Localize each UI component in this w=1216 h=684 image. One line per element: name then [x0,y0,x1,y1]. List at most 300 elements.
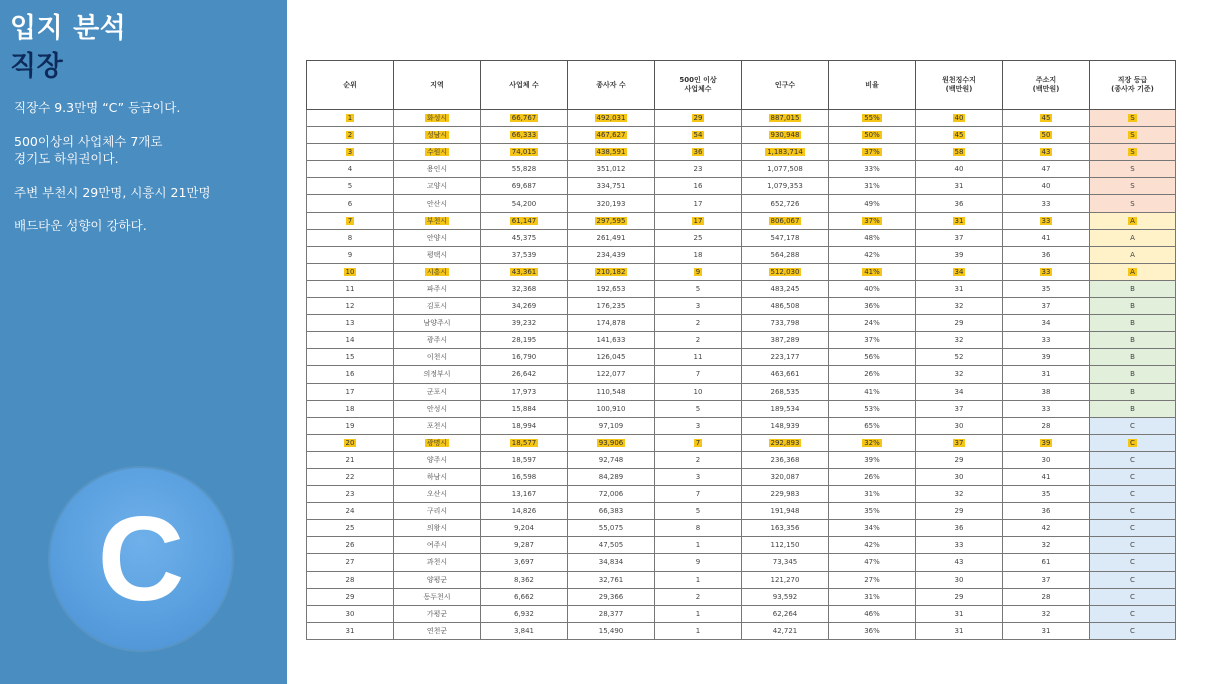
cell-businesses [481,434,568,451]
cell-residence: 30 [1003,451,1090,468]
table-row [307,503,1176,520]
cell-rank [307,127,394,144]
highlighted-value: 45 [1041,114,1051,123]
highlighted-value: 17 [693,216,703,225]
note-bedtown: 배드타운 성향이 강하다. [14,218,147,233]
highlighted-value: 210,182 [596,267,626,276]
cell-businesses [481,212,568,229]
cell-residence: 31 [1003,622,1090,639]
highlighted-value: 54 [693,131,703,140]
cell-large-businesses: 3 [655,298,742,315]
highlighted-value: 1 [347,114,353,123]
cell-ratio: 36% [829,622,916,639]
cell-workers: 176,235 [568,298,655,315]
highlighted-value: 2 [347,131,353,140]
table-row [307,280,1176,297]
col-header-ratio: 비율 [829,61,916,110]
cell-rank [307,144,394,161]
cell-region: 이천시 [394,349,481,366]
cell-rank: 23 [307,486,394,503]
col-header-large-businesses: 500인 이상 사업체수 [655,61,742,110]
cell-residence: 41 [1003,468,1090,485]
table-row [307,229,1176,246]
table-row [307,178,1176,195]
highlighted-value: 58 [954,148,964,157]
cell-large-businesses: 2 [655,451,742,468]
highlighted-value: 31 [954,216,964,225]
cell-residence: 39 [1003,349,1090,366]
cell-grade: B [1090,332,1176,349]
table-row [307,127,1176,144]
cell-rank: 17 [307,383,394,400]
cell-ratio: 31% [829,588,916,605]
cell-grade: B [1090,400,1176,417]
cell-region [394,434,481,451]
cell-region: 가평군 [394,605,481,622]
cell-businesses: 8,362 [481,571,568,588]
cell-ratio: 47% [829,554,916,571]
cell-residence: 28 [1003,417,1090,434]
cell-withholding: 37 [916,229,1003,246]
cell-workers: 334,751 [568,178,655,195]
col-header-population: 인구수 [742,61,829,110]
cell-ratio: 33% [829,161,916,178]
cell-population [742,263,829,280]
cell-rank: 25 [307,520,394,537]
table-body [307,110,1176,640]
cell-region: 안양시 [394,229,481,246]
cell-rank [307,212,394,229]
cell-businesses: 18,597 [481,451,568,468]
highlighted-value: 광명시 [426,438,448,447]
cell-withholding [916,263,1003,280]
highlighted-value: 45 [954,131,964,140]
cell-businesses: 9,204 [481,520,568,537]
table-row [307,486,1176,503]
cell-withholding: 52 [916,349,1003,366]
cell-large-businesses: 7 [655,486,742,503]
table-row [307,383,1176,400]
cell-residence [1003,212,1090,229]
highlighted-value: 297,595 [596,216,626,225]
cell-grade: C [1090,554,1176,571]
cell-workers [568,434,655,451]
cell-ratio [829,212,916,229]
cell-large-businesses: 7 [655,366,742,383]
table-header-row [307,61,1176,110]
cell-large-businesses: 11 [655,349,742,366]
cell-ratio [829,434,916,451]
cell-rank: 12 [307,298,394,315]
highlighted-value: 9 [695,267,701,276]
cell-withholding: 39 [916,246,1003,263]
cell-workers: 122,077 [568,366,655,383]
cell-workers: 47,505 [568,537,655,554]
cell-population: 42,721 [742,622,829,639]
cell-workers: 29,366 [568,588,655,605]
highlighted-value: 61,147 [511,216,537,225]
cell-rank [307,110,394,127]
cell-businesses: 6,932 [481,605,568,622]
highlighted-value: 43,361 [511,267,537,276]
cell-ratio: 56% [829,349,916,366]
cell-businesses: 15,884 [481,400,568,417]
cell-population: 1,077,508 [742,161,829,178]
cell-grade: C [1090,486,1176,503]
cell-ratio: 46% [829,605,916,622]
cell-region: 의정부시 [394,366,481,383]
table-row [307,554,1176,571]
cell-ratio: 49% [829,195,916,212]
cell-grade: B [1090,349,1176,366]
cell-withholding: 30 [916,417,1003,434]
table-row [307,366,1176,383]
cell-grade [1090,127,1176,144]
cell-population [742,144,829,161]
cell-withholding [916,212,1003,229]
cell-rank [307,434,394,451]
cell-grade: C [1090,468,1176,485]
cell-large-businesses: 18 [655,246,742,263]
cell-residence: 33 [1003,332,1090,349]
cell-region: 군포시 [394,383,481,400]
cell-large-businesses: 17 [655,195,742,212]
cell-businesses: 16,598 [481,468,568,485]
cell-businesses: 6,662 [481,588,568,605]
cell-businesses: 45,375 [481,229,568,246]
highlighted-value: 10 [345,267,355,276]
cell-ratio: 53% [829,400,916,417]
cell-residence [1003,434,1090,451]
cell-population: 486,508 [742,298,829,315]
cell-residence: 40 [1003,178,1090,195]
cell-grade: S [1090,178,1176,195]
table-row [307,195,1176,212]
cell-grade: A [1090,229,1176,246]
highlighted-value: S [1130,114,1135,123]
table-row [307,571,1176,588]
highlighted-value: 7 [347,216,353,225]
cell-grade [1090,110,1176,127]
cell-residence: 33 [1003,400,1090,417]
table-row [307,434,1176,451]
cell-withholding [916,434,1003,451]
cell-region: 광주시 [394,332,481,349]
cell-population: 236,368 [742,451,829,468]
cell-withholding: 30 [916,571,1003,588]
cell-businesses: 37,539 [481,246,568,263]
table-row [307,349,1176,366]
cell-grade: C [1090,417,1176,434]
cell-rank: 19 [307,417,394,434]
cell-rank: 8 [307,229,394,246]
cell-ratio: 42% [829,537,916,554]
ranking-table [306,60,1176,640]
cell-workers: 55,075 [568,520,655,537]
cell-businesses [481,263,568,280]
cell-workers: 351,012 [568,161,655,178]
cell-workers [568,110,655,127]
cell-large-businesses: 2 [655,332,742,349]
highlighted-value: 41% [864,267,880,276]
highlighted-value: 93,906 [598,438,624,447]
cell-region: 양주시 [394,451,481,468]
cell-businesses [481,144,568,161]
col-header-rank: 순위 [307,61,394,110]
cell-grade: C [1090,520,1176,537]
cell-businesses: 9,287 [481,537,568,554]
highlighted-value: 50 [1041,131,1051,140]
cell-large-businesses: 3 [655,417,742,434]
cell-businesses: 3,841 [481,622,568,639]
cell-withholding: 31 [916,605,1003,622]
table-row [307,520,1176,537]
cell-population [742,434,829,451]
cell-workers: 261,491 [568,229,655,246]
cell-large-businesses [655,110,742,127]
highlighted-value: 18,577 [511,438,537,447]
cell-residence: 36 [1003,503,1090,520]
cell-ratio: 31% [829,486,916,503]
cell-rank: 14 [307,332,394,349]
cell-region: 하남시 [394,468,481,485]
cell-workers [568,144,655,161]
highlighted-value: A [1130,216,1135,225]
cell-region: 동두천시 [394,588,481,605]
cell-region [394,212,481,229]
cell-workers: 34,834 [568,554,655,571]
cell-population: 387,289 [742,332,829,349]
cell-rank: 27 [307,554,394,571]
cell-ratio: 39% [829,451,916,468]
cell-residence [1003,263,1090,280]
cell-ratio [829,110,916,127]
highlighted-value: 성남시 [426,131,448,140]
cell-businesses: 34,269 [481,298,568,315]
cell-residence: 41 [1003,229,1090,246]
cell-withholding: 30 [916,468,1003,485]
highlighted-value: 37% [864,216,880,225]
cell-rank: 16 [307,366,394,383]
cell-rank: 13 [307,315,394,332]
cell-rank: 15 [307,349,394,366]
cell-population: 564,288 [742,246,829,263]
cell-population: 73,345 [742,554,829,571]
cell-businesses: 18,994 [481,417,568,434]
highlighted-value: 20 [345,438,355,447]
cell-residence [1003,127,1090,144]
cell-grade: C [1090,605,1176,622]
cell-grade: C [1090,451,1176,468]
cell-grade: C [1090,503,1176,520]
cell-large-businesses: 5 [655,400,742,417]
cell-residence: 28 [1003,588,1090,605]
cell-region: 평택시 [394,246,481,263]
cell-businesses: 55,828 [481,161,568,178]
cell-population: 62,264 [742,605,829,622]
table-row [307,315,1176,332]
col-header-workers: 종사자 수 [568,61,655,110]
grade-badge-letter: C [97,492,185,626]
cell-region: 파주시 [394,280,481,297]
highlighted-value: 7 [695,438,701,447]
cell-region [394,127,481,144]
cell-region [394,110,481,127]
cell-region: 의왕시 [394,520,481,537]
cell-population [742,127,829,144]
cell-region: 안성시 [394,400,481,417]
cell-grade: C [1090,537,1176,554]
cell-ratio: 24% [829,315,916,332]
cell-population: 463,661 [742,366,829,383]
cell-region: 과천시 [394,554,481,571]
cell-large-businesses: 23 [655,161,742,178]
cell-rank: 29 [307,588,394,605]
highlighted-value: 806,067 [770,216,800,225]
table-row [307,588,1176,605]
cell-population [742,212,829,229]
cell-residence: 34 [1003,315,1090,332]
cell-large-businesses: 8 [655,520,742,537]
cell-ratio: 34% [829,520,916,537]
cell-withholding: 37 [916,400,1003,417]
highlighted-value: 66,767 [511,114,537,123]
cell-ratio: 26% [829,468,916,485]
cell-withholding: 31 [916,178,1003,195]
cell-grade: B [1090,366,1176,383]
cell-rank: 31 [307,622,394,639]
cell-rank: 28 [307,571,394,588]
cell-workers: 66,383 [568,503,655,520]
cell-grade: B [1090,315,1176,332]
grade-badge [50,468,232,650]
table-row [307,468,1176,485]
cell-withholding: 36 [916,520,1003,537]
cell-withholding: 29 [916,588,1003,605]
cell-grade: S [1090,195,1176,212]
cell-ratio: 26% [829,366,916,383]
highlighted-value: 930,948 [770,131,800,140]
highlighted-value: 512,030 [770,267,800,276]
cell-large-businesses [655,144,742,161]
cell-population: 320,087 [742,468,829,485]
cell-businesses: 26,642 [481,366,568,383]
cell-large-businesses: 5 [655,280,742,297]
cell-workers: 100,910 [568,400,655,417]
cell-residence: 35 [1003,280,1090,297]
highlighted-value: 수원시 [426,148,448,157]
col-header-grade: 직장 등급 (종사자 기준) [1090,61,1176,110]
cell-population: 163,356 [742,520,829,537]
cell-population: 148,939 [742,417,829,434]
highlighted-value: 32% [864,438,880,447]
cell-workers [568,263,655,280]
cell-grade [1090,212,1176,229]
cell-population: 93,592 [742,588,829,605]
cell-residence: 36 [1003,246,1090,263]
cell-region: 남양주시 [394,315,481,332]
cell-large-businesses: 10 [655,383,742,400]
col-header-withholding: 원천징수지 (백만원) [916,61,1003,110]
cell-grade [1090,263,1176,280]
cell-withholding: 31 [916,622,1003,639]
cell-residence: 61 [1003,554,1090,571]
cell-rank: 18 [307,400,394,417]
cell-region [394,144,481,161]
highlighted-value: 33 [1041,216,1051,225]
cell-withholding: 33 [916,537,1003,554]
highlighted-value: 74,015 [511,148,537,157]
cell-large-businesses [655,127,742,144]
highlighted-value: 3 [347,148,353,157]
table-row [307,605,1176,622]
cell-withholding [916,127,1003,144]
cell-workers: 72,006 [568,486,655,503]
highlighted-value: 시흥시 [426,267,448,276]
table-row [307,110,1176,127]
cell-large-businesses: 1 [655,605,742,622]
cell-rank: 26 [307,537,394,554]
cell-grade: A [1090,246,1176,263]
cell-grade [1090,434,1176,451]
cell-ratio: 37% [829,332,916,349]
cell-residence: 38 [1003,383,1090,400]
highlighted-value: S [1130,131,1135,140]
cell-grade: B [1090,298,1176,315]
table-row [307,212,1176,229]
cell-ratio: 65% [829,417,916,434]
cell-large-businesses [655,434,742,451]
cell-grade: C [1090,588,1176,605]
table-row [307,298,1176,315]
cell-residence [1003,110,1090,127]
cell-workers: 141,633 [568,332,655,349]
cell-region: 오산시 [394,486,481,503]
cell-businesses: 69,687 [481,178,568,195]
cell-rank [307,263,394,280]
cell-rank: 21 [307,451,394,468]
cell-withholding: 36 [916,195,1003,212]
cell-population: 483,245 [742,280,829,297]
cell-grade: B [1090,383,1176,400]
cell-grade: C [1090,571,1176,588]
cell-withholding: 32 [916,366,1003,383]
cell-businesses: 16,790 [481,349,568,366]
highlighted-value: 34 [954,267,964,276]
cell-rank: 4 [307,161,394,178]
highlighted-value: 29 [693,114,703,123]
highlighted-value: 36 [693,148,703,157]
cell-ratio: 36% [829,298,916,315]
cell-residence: 42 [1003,520,1090,537]
cell-workers: 174,878 [568,315,655,332]
note-nearby-cities: 주변 부천시 29만명, 시흥시 21만명 [14,185,211,200]
highlighted-value: A [1130,267,1135,276]
cell-workers: 97,109 [568,417,655,434]
cell-region: 연천군 [394,622,481,639]
cell-region: 구리시 [394,503,481,520]
cell-grade: C [1090,622,1176,639]
cell-businesses: 17,973 [481,383,568,400]
cell-population: 191,948 [742,503,829,520]
cell-population: 733,798 [742,315,829,332]
cell-rank: 22 [307,468,394,485]
table-row [307,417,1176,434]
cell-population: 189,534 [742,400,829,417]
highlighted-value: S [1130,148,1135,157]
highlighted-value: 37 [954,438,964,447]
cell-grade [1090,144,1176,161]
